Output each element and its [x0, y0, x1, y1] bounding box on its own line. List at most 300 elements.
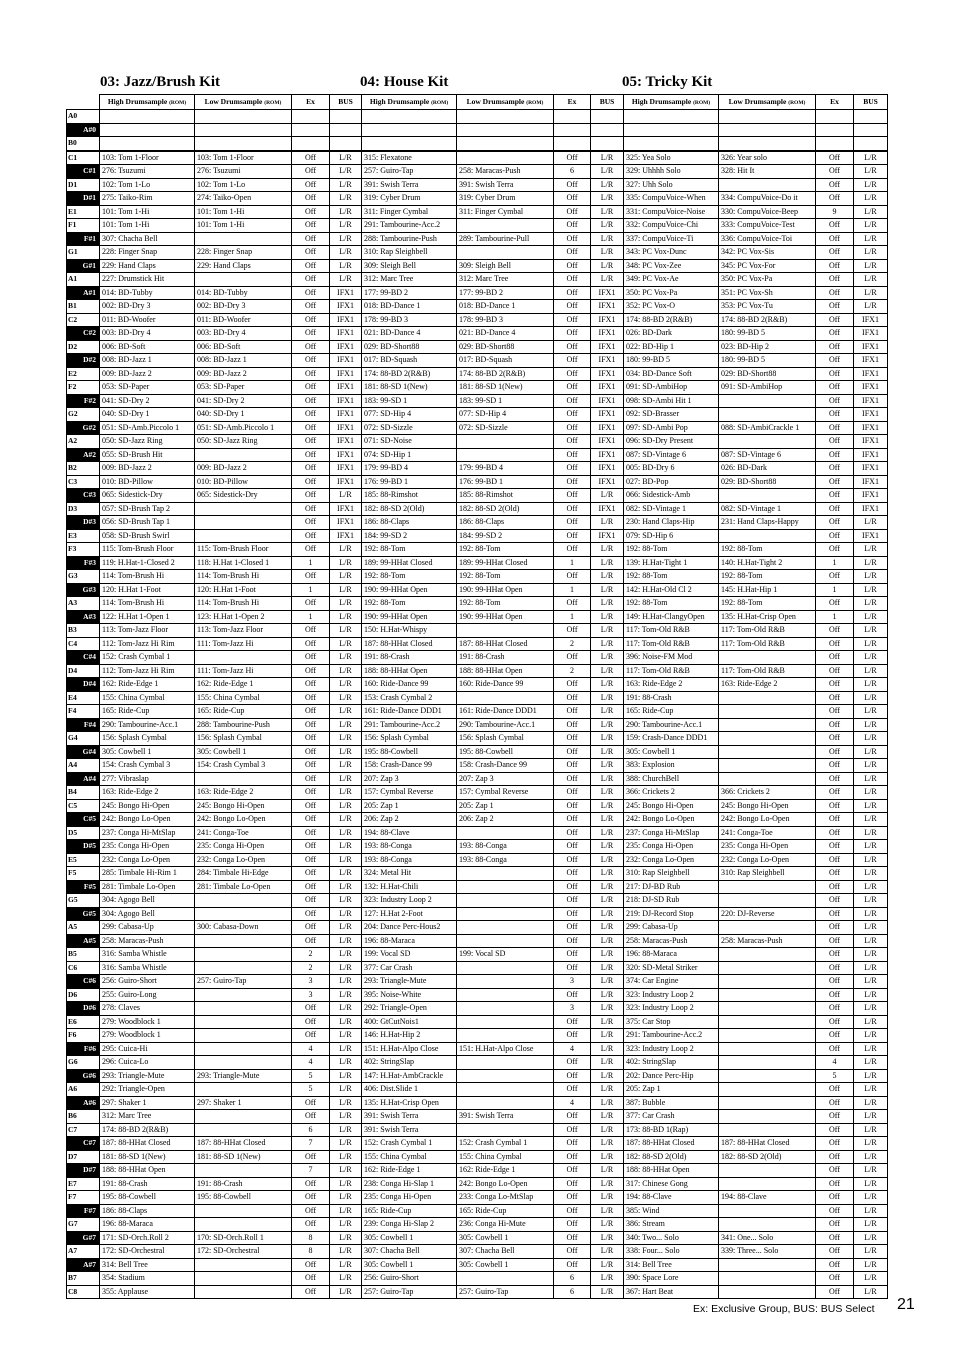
jazz-low-cell: 010: BD-Pillow — [195, 475, 292, 489]
house-ex-cell: Off — [554, 354, 591, 368]
jazz-high-cell: 232: Conga Lo-Open — [100, 853, 195, 867]
jazz-low-cell: 242: Bongo Lo-Open — [195, 813, 292, 827]
house-high-cell: 017: BD-Squash — [362, 354, 457, 368]
jazz-bus-cell: L/R — [330, 907, 362, 921]
jazz-bus-cell: L/R — [330, 799, 362, 813]
tricky-bus-cell: L/R — [854, 948, 888, 962]
tricky-low-cell — [719, 772, 816, 786]
house-low-cell: 178: 99-BD 3 — [457, 313, 554, 327]
house-low-cell — [457, 1272, 554, 1286]
jazz-ex-cell: Off — [292, 1258, 330, 1272]
tricky-bus-cell: L/R — [854, 1191, 888, 1205]
tricky-ex-cell: Off — [816, 286, 854, 300]
house-bus-cell: L/R — [591, 1285, 624, 1299]
jazz-low-cell — [195, 948, 292, 962]
tricky-ex-cell: Off — [816, 327, 854, 341]
house-high-cell — [362, 137, 457, 151]
jazz-high-cell: 014: BD-Tubby — [100, 286, 195, 300]
tricky-ex-cell: Off — [816, 1258, 854, 1272]
house-low-cell: 186: 88-Claps — [457, 516, 554, 530]
tricky-high-cell: 338: Four... Solo — [624, 1245, 719, 1259]
jazz-ex-cell: Off — [292, 340, 330, 354]
house-low-cell — [457, 894, 554, 908]
house-ex-cell: Off — [554, 475, 591, 489]
table-row — [67, 543, 888, 557]
house-high-cell: 196: 88-Maraca — [362, 934, 457, 948]
table-row — [67, 840, 888, 854]
table-row — [67, 1069, 888, 1083]
tricky-bus-cell: L/R — [854, 1272, 888, 1286]
tricky-high-cell: 323: Industry Loop 2 — [624, 1002, 719, 1016]
house-bus-cell: L/R — [591, 840, 624, 854]
tricky-high-cell: 348: PC Vox-Zee — [624, 259, 719, 273]
tricky-low-cell — [719, 691, 816, 705]
tricky-high-cell: 022: BD-Hip 1 — [624, 340, 719, 354]
key-cell: F#5 — [67, 880, 100, 894]
tricky-low-cell: 231: Hand Claps-Happy — [719, 516, 816, 530]
jazz-high-cell: 008: BD-Jazz 1 — [100, 354, 195, 368]
house-high-cell: 178: 99-BD 3 — [362, 313, 457, 327]
tricky-bus-cell: L/R — [854, 1218, 888, 1232]
key-cell: F7 — [67, 1191, 100, 1205]
tricky-high-cell: 323: Industry Loop 2 — [624, 1042, 719, 1056]
tricky-ex-cell: Off — [816, 1015, 854, 1029]
tricky-ex-cell: Off — [816, 1029, 854, 1043]
jazz-ex-cell: Off — [292, 624, 330, 638]
tricky-low-cell — [719, 1002, 816, 1016]
house-low-cell: 391: Swish Terra — [457, 1110, 554, 1124]
tricky-ex-cell: Off — [816, 516, 854, 530]
jazz-low-cell: 284: Timbale Hi-Edge — [195, 867, 292, 881]
tricky-ex-cell: Off — [816, 907, 854, 921]
tricky-bus-cell: L/R — [854, 786, 888, 800]
jazz-ex-cell: Off — [292, 907, 330, 921]
jazz-ex-cell: Off — [292, 489, 330, 503]
house-ex-cell: Off — [554, 502, 591, 516]
tricky-high-cell: 335: CompuVoice-When — [624, 192, 719, 206]
table-row — [67, 1285, 888, 1299]
key-cell: C#3 — [67, 489, 100, 503]
jazz-ex-cell: Off — [292, 853, 330, 867]
jazz-high-cell: 354: Stadium — [100, 1272, 195, 1286]
tricky-low-cell — [719, 178, 816, 192]
house-ex-cell: Off — [554, 651, 591, 665]
house-low-cell — [457, 1002, 554, 1016]
tricky-ex-cell: Off — [816, 786, 854, 800]
jazz-low-cell — [195, 502, 292, 516]
tricky-high-cell: 079: SD-Hip 6 — [624, 529, 719, 543]
house-ex-cell: Off — [554, 880, 591, 894]
house-low-cell — [457, 151, 554, 165]
jazz-bus-cell: L/R — [330, 246, 362, 260]
tricky-high-cell: 230: Hand Claps-Hip — [624, 516, 719, 530]
tricky-ex-cell: Off — [816, 219, 854, 233]
house-low-cell — [457, 880, 554, 894]
tricky-low-cell: 192: 88-Tom — [719, 543, 816, 557]
tricky-low-cell — [719, 123, 816, 137]
tricky-low-cell — [719, 880, 816, 894]
house-high-cell: 190: 99-HHat Open — [362, 583, 457, 597]
tricky-low-cell: 145: H.Hat-Hip 1 — [719, 583, 816, 597]
footer-legend: Ex: Exclusive Group, BUS: BUS Select — [693, 1303, 875, 1315]
tricky-ex-cell: Off — [816, 948, 854, 962]
tricky-ex-cell — [816, 110, 854, 124]
house-ex-cell: Off — [554, 232, 591, 246]
house-ex-cell — [554, 110, 591, 124]
tricky-low-cell — [719, 489, 816, 503]
key-cell: D#4 — [67, 678, 100, 692]
jazz-high-cell: 299: Cabasa-Up — [100, 921, 195, 935]
house-ex-cell: Off — [554, 462, 591, 476]
house-bus-cell: L/R — [591, 232, 624, 246]
table-row — [67, 1218, 888, 1232]
jazz-ex-cell: Off — [292, 1272, 330, 1286]
house-high-cell: 177: 99-BD 2 — [362, 286, 457, 300]
house-ex-cell: Off — [554, 300, 591, 314]
house-ex-cell: Off — [554, 1069, 591, 1083]
jazz-low-cell: 014: BD-Tubby — [195, 286, 292, 300]
tricky-bus-cell: L/R — [854, 1083, 888, 1097]
house-bus-cell: L/R — [591, 1245, 624, 1259]
jazz-high-cell: 053: SD-Paper — [100, 381, 195, 395]
house-ex-cell: Off — [554, 1191, 591, 1205]
tricky-bus-cell: L/R — [854, 921, 888, 935]
house-bus-cell: L/R — [591, 948, 624, 962]
house-high-cell: 391: Swish Terra — [362, 1123, 457, 1137]
house-high-cell: 192: 88-Tom — [362, 570, 457, 584]
tricky-ex-cell — [816, 123, 854, 137]
jazz-ex-cell: 4 — [292, 1042, 330, 1056]
jazz-bus-cell: L/R — [330, 205, 362, 219]
house-ex-cell: 6 — [554, 1272, 591, 1286]
jazz-ex-cell: Off — [292, 664, 330, 678]
tricky-high-cell: 097: SD-Ambi Pop — [624, 421, 719, 435]
key-cell: D#7 — [67, 1164, 100, 1178]
house-ex-cell: Off — [554, 570, 591, 584]
tricky-bus-cell: L/R — [854, 219, 888, 233]
tricky-ex-cell: Off — [816, 975, 854, 989]
house-ex-cell: Off — [554, 894, 591, 908]
jazz-high-cell: 006: BD-Soft — [100, 340, 195, 354]
house-bus-cell: L/R — [591, 664, 624, 678]
jazz-high-cell: 162: Ride-Edge 1 — [100, 678, 195, 692]
jazz-high-cell: 122: H.Hat 1-Open 1 — [100, 610, 195, 624]
house-ex-cell: Off — [554, 840, 591, 854]
house-low-cell: 191: 88-Crash — [457, 651, 554, 665]
tricky-low-header: Low Drumsample (ROM) — [719, 95, 816, 110]
key-cell: A#0 — [67, 123, 100, 137]
tricky-bus-cell: L/R — [854, 1069, 888, 1083]
table-row — [67, 421, 888, 435]
table-row — [67, 286, 888, 300]
house-low-cell: 157: Cymbal Reverse — [457, 786, 554, 800]
tricky-low-cell — [719, 988, 816, 1002]
jazz-low-cell: 101: Tom 1-Hi — [195, 219, 292, 233]
house-high-cell: 312: Marc Tree — [362, 273, 457, 287]
jazz-low-cell — [195, 1015, 292, 1029]
tricky-ex-cell: Off — [816, 840, 854, 854]
jazz-low-cell — [195, 529, 292, 543]
jazz-ex-cell: Off — [292, 840, 330, 854]
jazz-low-cell: 114: Tom-Brush Hi — [195, 597, 292, 611]
jazz-ex-header: Ex — [292, 95, 330, 110]
house-low-cell: 183: 99-SD 1 — [457, 394, 554, 408]
house-low-cell: 161: Ride-Dance DDD1 — [457, 705, 554, 719]
jazz-high-cell: 276: Tsuzumi — [100, 165, 195, 179]
tricky-high-cell — [624, 110, 719, 124]
jazz-low-cell — [195, 1029, 292, 1043]
jazz-low-cell — [195, 1123, 292, 1137]
tricky-high-cell: 218: DJ-SD Rub — [624, 894, 719, 908]
tricky-low-cell: 117: Tom-Old R&B — [719, 624, 816, 638]
jazz-high-cell: 258: Maracas-Push — [100, 934, 195, 948]
tricky-high-cell: 192: 88-Tom — [624, 570, 719, 584]
house-ex-cell: Off — [554, 394, 591, 408]
tricky-high-cell: 117: Tom-Old R&B — [624, 664, 719, 678]
tricky-low-cell: 235: Conga Hi-Open — [719, 840, 816, 854]
jazz-bus-cell: L/R — [330, 745, 362, 759]
tricky-low-cell: 192: 88-Tom — [719, 570, 816, 584]
tricky-bus-cell: IFX1 — [854, 529, 888, 543]
house-low-cell: 077: SD-Hip 4 — [457, 408, 554, 422]
tricky-high-cell: 192: 88-Tom — [624, 543, 719, 557]
table-row — [67, 745, 888, 759]
tricky-ex-cell: Off — [816, 799, 854, 813]
key-cell: C#4 — [67, 651, 100, 665]
tricky-high-cell: 092: SD-Brasser — [624, 408, 719, 422]
house-ex-cell: Off — [554, 934, 591, 948]
jazz-bus-cell: L/R — [330, 273, 362, 287]
table-row — [67, 813, 888, 827]
house-high-cell: 310: Rap Sleighbell — [362, 246, 457, 260]
jazz-high-cell: 196: 88-Maraca — [100, 1218, 195, 1232]
jazz-ex-cell: 5 — [292, 1083, 330, 1097]
house-ex-cell: Off — [554, 732, 591, 746]
house-low-cell: 190: 99-HHat Open — [457, 583, 554, 597]
key-cell: D1 — [67, 178, 100, 192]
tricky-ex-cell: Off — [816, 1218, 854, 1232]
house-high-cell: 239: Conga Hi-Slap 2 — [362, 1218, 457, 1232]
tricky-high-cell: 205: Zap 1 — [624, 1083, 719, 1097]
tricky-ex-cell: Off — [816, 1110, 854, 1124]
table-row — [67, 462, 888, 476]
tricky-ex-cell: 5 — [816, 1069, 854, 1083]
jazz-bus-cell: L/R — [330, 1083, 362, 1097]
house-low-cell: 257: Guiro-Tap — [457, 1285, 554, 1299]
jazz-high-cell — [100, 137, 195, 151]
house-ex-cell: Off — [554, 516, 591, 530]
house-bus-cell: L/R — [591, 880, 624, 894]
jazz-high-cell: 285: Timbale Hi-Rim 1 — [100, 867, 195, 881]
table-row — [67, 799, 888, 813]
tricky-ex-cell: Off — [816, 367, 854, 381]
table-row — [67, 759, 888, 773]
house-bus-cell: L/R — [591, 597, 624, 611]
house-ex-cell: Off — [554, 597, 591, 611]
tricky-low-cell — [719, 408, 816, 422]
table-row — [67, 597, 888, 611]
house-ex-cell: Off — [554, 273, 591, 287]
table-row — [67, 934, 888, 948]
house-low-cell — [457, 975, 554, 989]
tricky-ex-cell: Off — [816, 759, 854, 773]
tricky-high-cell: 082: SD-Vintage 1 — [624, 502, 719, 516]
jazz-ex-cell: Off — [292, 1218, 330, 1232]
tricky-bus-cell: IFX1 — [854, 435, 888, 449]
house-bus-cell: IFX1 — [591, 529, 624, 543]
house-high-cell: 186: 88-Claps — [362, 516, 457, 530]
house-bus-cell: L/R — [591, 826, 624, 840]
tricky-low-cell — [719, 1015, 816, 1029]
tricky-low-cell — [719, 975, 816, 989]
tricky-high-cell: 191: 88-Crash — [624, 691, 719, 705]
jazz-ex-cell: Off — [292, 286, 330, 300]
jazz-bus-cell: IFX1 — [330, 394, 362, 408]
house-low-cell: 193: 88-Conga — [457, 840, 554, 854]
tricky-low-cell: 180: 99-BD 5 — [719, 354, 816, 368]
jazz-low-cell — [195, 934, 292, 948]
key-cell: A0 — [67, 110, 100, 124]
tricky-ex-cell: Off — [816, 732, 854, 746]
house-low-cell: 156: Splash Cymbal — [457, 732, 554, 746]
tricky-high-cell: 343: PC Vox-Dunc — [624, 246, 719, 260]
tricky-high-cell: 174: 88-BD 2(R&B) — [624, 313, 719, 327]
house-low-cell: 305: Cowbell 1 — [457, 1231, 554, 1245]
tricky-high-cell: 349: PC Vox-Ae — [624, 273, 719, 287]
jazz-low-cell: 235: Conga Hi-Open — [195, 840, 292, 854]
key-cell: A4 — [67, 759, 100, 773]
jazz-bus-cell: L/R — [330, 570, 362, 584]
key-cell: A5 — [67, 921, 100, 935]
house-low-cell — [457, 907, 554, 921]
tricky-ex-cell: Off — [816, 300, 854, 314]
house-low-cell — [457, 1096, 554, 1110]
house-low-cell: 207: Zap 3 — [457, 772, 554, 786]
tricky-bus-cell: L/R — [854, 880, 888, 894]
jazz-high-header: High Drumsample (ROM) — [100, 95, 195, 110]
table-row — [67, 340, 888, 354]
jazz-low-cell: 003: BD-Dry 4 — [195, 327, 292, 341]
tricky-high-cell: 402: StringSlap — [624, 1056, 719, 1070]
house-bus-cell: L/R — [591, 1177, 624, 1191]
house-low-cell — [457, 448, 554, 462]
table-row — [67, 664, 888, 678]
tricky-ex-cell: Off — [816, 259, 854, 273]
house-ex-cell: Off — [554, 921, 591, 935]
tricky-low-cell: 350: PC Vox-Pa — [719, 273, 816, 287]
tricky-high-cell: 337: CompuVoice-Ti — [624, 232, 719, 246]
key-cell: F#1 — [67, 232, 100, 246]
key-cell: B6 — [67, 1110, 100, 1124]
house-bus-cell: L/R — [591, 921, 624, 935]
house-low-cell: 029: BD-Short88 — [457, 340, 554, 354]
tricky-low-cell — [719, 1096, 816, 1110]
tricky-bus-cell — [854, 123, 888, 137]
house-ex-cell: Off — [554, 421, 591, 435]
tricky-low-cell: 182: 88-SD 2(Old) — [719, 1150, 816, 1164]
key-cell: C#7 — [67, 1137, 100, 1151]
house-bus-cell: L/R — [591, 1110, 624, 1124]
jazz-high-cell: 305: Cowbell 1 — [100, 745, 195, 759]
tricky-bus-cell: L/R — [854, 624, 888, 638]
tricky-high-cell: 317: Chinese Gong — [624, 1177, 719, 1191]
jazz-low-cell — [195, 448, 292, 462]
tricky-high-cell: 366: Crickets 2 — [624, 786, 719, 800]
jazz-high-cell: 278: Claves — [100, 1002, 195, 1016]
jazz-high-cell: 312: Marc Tree — [100, 1110, 195, 1124]
jazz-ex-cell: Off — [292, 826, 330, 840]
key-cell: G#2 — [67, 421, 100, 435]
tricky-high-cell: 096: SD-Dry Present — [624, 435, 719, 449]
house-low-cell — [457, 826, 554, 840]
jazz-bus-cell: L/R — [330, 1042, 362, 1056]
jazz-high-cell: 114: Tom-Brush Hi — [100, 570, 195, 584]
jazz-bus-cell: L/R — [330, 624, 362, 638]
jazz-low-cell: 040: SD-Dry 1 — [195, 408, 292, 422]
tricky-low-cell — [719, 948, 816, 962]
house-ex-cell: Off — [554, 948, 591, 962]
table-row — [67, 624, 888, 638]
jazz-high-cell: 297: Shaker 1 — [100, 1096, 195, 1110]
jazz-ex-cell: 3 — [292, 988, 330, 1002]
house-bus-cell: L/R — [591, 1015, 624, 1029]
jazz-low-cell — [195, 1204, 292, 1218]
jazz-ex-cell: Off — [292, 1177, 330, 1191]
jazz-ex-cell: Off — [292, 894, 330, 908]
house-bus-cell: L/R — [591, 1272, 624, 1286]
tricky-low-cell — [719, 529, 816, 543]
jazz-bus-cell: L/R — [330, 1123, 362, 1137]
jazz-high-cell: 290: Tambourine-Acc.1 — [100, 718, 195, 732]
jazz-low-cell — [195, 1285, 292, 1299]
tricky-ex-cell: 1 — [816, 610, 854, 624]
jazz-high-cell: 102: Tom 1-Lo — [100, 178, 195, 192]
jazz-high-cell: 316: Samba Whistle — [100, 961, 195, 975]
tricky-high-cell: 325: Yea Solo — [624, 151, 719, 165]
tricky-high-cell — [624, 137, 719, 151]
tricky-ex-cell: 4 — [816, 1056, 854, 1070]
table-row — [67, 408, 888, 422]
jazz-high-cell: 163: Ride-Edge 2 — [100, 786, 195, 800]
table-row — [67, 475, 888, 489]
table-row — [67, 1258, 888, 1272]
key-cell: A#5 — [67, 934, 100, 948]
tricky-low-cell — [719, 961, 816, 975]
house-high-cell: 185: 88-Rimshot — [362, 489, 457, 503]
jazz-high-cell: 316: Samba Whistle — [100, 948, 195, 962]
jazz-ex-cell: Off — [292, 165, 330, 179]
jazz-high-cell: 051: SD-Amb.Piccolo 1 — [100, 421, 195, 435]
house-ex-cell: 1 — [554, 610, 591, 624]
house-ex-cell: 1 — [554, 583, 591, 597]
jazz-ex-cell: Off — [292, 1204, 330, 1218]
tricky-bus-cell: IFX1 — [854, 394, 888, 408]
house-bus-cell: L/R — [591, 556, 624, 570]
jazz-ex-cell: Off — [292, 1285, 330, 1299]
jazz-ex-cell — [292, 123, 330, 137]
key-cell: C#6 — [67, 975, 100, 989]
jazz-bus-cell: IFX1 — [330, 408, 362, 422]
jazz-low-cell — [195, 1164, 292, 1178]
jazz-high-cell: 119: H.Hat-1-Closed 2 — [100, 556, 195, 570]
jazz-low-cell: 195: 88-Cowbell — [195, 1191, 292, 1205]
key-cell: D#3 — [67, 516, 100, 530]
jazz-bus-cell: L/R — [330, 583, 362, 597]
tricky-bus-cell: IFX1 — [854, 421, 888, 435]
house-high-cell: 235: Conga Hi-Open — [362, 1191, 457, 1205]
jazz-low-cell — [195, 1218, 292, 1232]
jazz-ex-cell: Off — [292, 880, 330, 894]
